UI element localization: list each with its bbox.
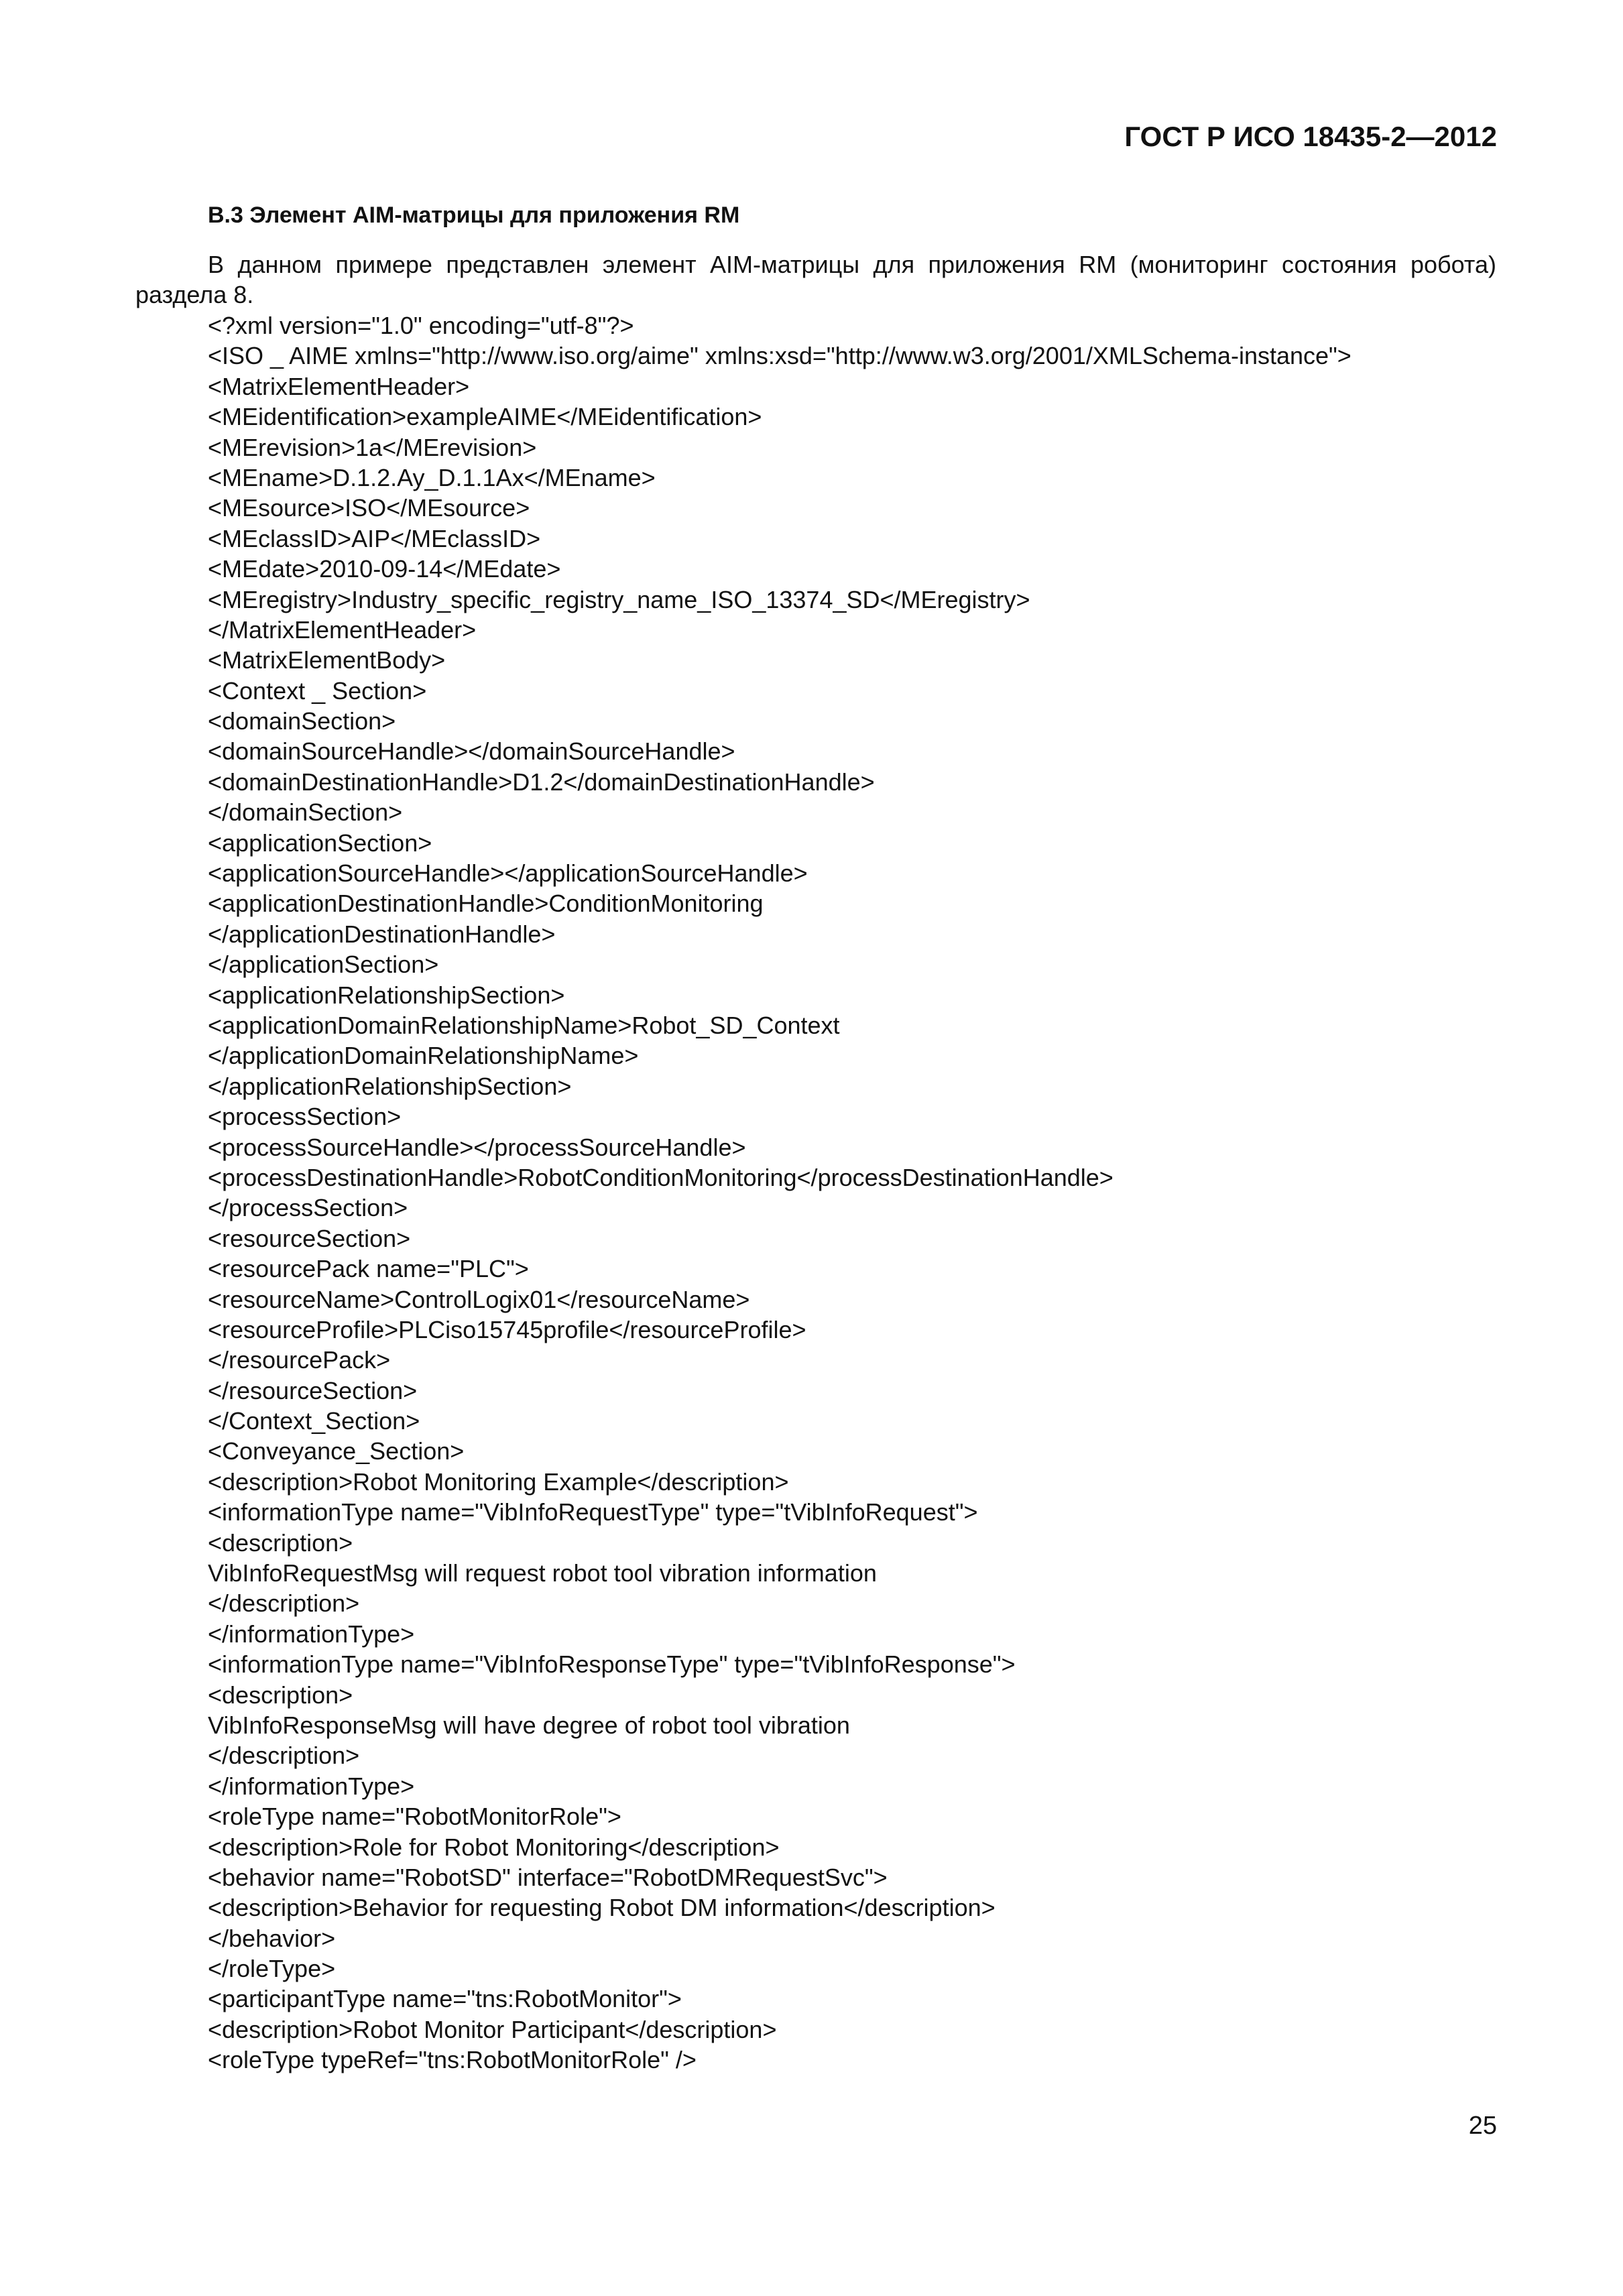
code-line: <resourcePack name="PLC"> xyxy=(208,1255,529,1283)
code-line: <applicationRelationshipSection> xyxy=(208,981,565,1009)
code-line: <MEclassID>AIP</MEclassID> xyxy=(208,524,541,552)
code-line: </roleType> xyxy=(208,1955,336,1983)
code-line: <applicationSection> xyxy=(208,829,432,857)
code-line: </applicationDestinationHandle> xyxy=(208,920,556,948)
code-line: VibInfoRequestMsg will request robot tool vibration information xyxy=(208,1559,877,1587)
intro-paragraph: В данном примере представлен элемент AIM-матрицы для приложения RM (мониторинг состояния робота) раздела 8. xyxy=(135,251,1496,308)
code-line: <resourceProfile>PLCiso15745profile</resourceProfile> xyxy=(208,1315,806,1343)
code-line: <description>Behavior for requesting Robot DM information</description> xyxy=(208,1894,996,1922)
code-line: <domainSourceHandle></domainSourceHandle> xyxy=(208,737,735,766)
code-line: <domainSection> xyxy=(208,707,396,735)
document-header-id: ГОСТ Р ИСО 18435-2—2012 xyxy=(1124,121,1497,152)
code-line: </Context_Section> xyxy=(208,1407,420,1435)
code-line: <resourceSection> xyxy=(208,1224,411,1252)
xml-code-listing xyxy=(208,310,1351,2075)
section-heading: В.3 Элемент AIM-матрицы для приложения RM xyxy=(208,202,740,228)
code-line: </informationType> xyxy=(208,1620,415,1648)
code-line: <MEidentification>exampleAIME</MEidentification> xyxy=(208,403,762,431)
code-line: </informationType> xyxy=(208,1772,415,1800)
code-line: <MErevision>1a</MErevision> xyxy=(208,433,537,461)
code-line: <processDestinationHandle>RobotConditionMonitoring</processDestinationHandle> xyxy=(208,1163,1114,1191)
code-line: <Context _ Section> xyxy=(208,676,427,705)
code-line: <resourceName>ControlLogix01</resourceName> xyxy=(208,1285,750,1313)
code-line: <domainDestinationHandle>D1.2</domainDestinationHandle> xyxy=(208,768,875,796)
code-line: <MEsource>ISO</MEsource> xyxy=(208,494,530,522)
code-line: <MEdate>2010-09-14</MEdate> xyxy=(208,555,561,583)
code-line: <description>Role for Robot Monitoring</description> xyxy=(208,1833,780,1861)
code-line: <description> xyxy=(208,1681,353,1709)
code-line: <MEname>D.1.2.Ay_D.1.1Ax</MEname> xyxy=(208,463,656,491)
code-line: <MatrixElementHeader> xyxy=(208,372,470,400)
code-line: <applicationDestinationHandle>ConditionMonitoring xyxy=(208,890,764,918)
code-line: <MatrixElementBody> xyxy=(208,646,446,674)
code-line: </resourcePack> xyxy=(208,1346,391,1374)
code-line: </behavior> xyxy=(208,1924,336,1952)
code-line: <roleType name="RobotMonitorRole"> xyxy=(208,1803,621,1831)
code-line: <processSourceHandle></processSourceHandle> xyxy=(208,1133,746,1161)
code-line: <MEregistry>Industry_specific_registry_name_ISO_13374_SD</MEregistry> xyxy=(208,585,1030,613)
code-line: <informationType name="VibInfoResponseType" type="tVibInfoResponse"> xyxy=(208,1650,1016,1679)
code-line: VibInfoResponseMsg will have degree of robot tool vibration xyxy=(208,1711,850,1739)
code-line: </applicationRelationshipSection> xyxy=(208,1072,572,1100)
page-number: 25 xyxy=(1468,2112,1497,2140)
code-line: </description> xyxy=(208,1589,360,1618)
code-line: </applicationDomainRelationshipName> xyxy=(208,1042,639,1070)
code-line: </MatrixElementHeader> xyxy=(208,615,477,644)
code-line: </processSection> xyxy=(208,1194,408,1222)
code-line: <informationType name="VibInfoRequestType" type="tVibInfoRequest"> xyxy=(208,1498,978,1526)
code-line: <roleType typeRef="tns:RobotMonitorRole" /> xyxy=(208,2046,697,2074)
code-line: <ISO _ AIME xmlns="http://www.iso.org/aime" xmlns:xsd="http://www.w3.org/2001/XMLSchema-instance"> xyxy=(208,342,1351,370)
code-line: <applicationSourceHandle></applicationSourceHandle> xyxy=(208,859,808,888)
code-line: <description>Robot Monitoring Example</description> xyxy=(208,1467,789,1496)
code-line: <?xml version="1.0" encoding="utf-8"?> xyxy=(208,312,634,339)
code-line: </resourceSection> xyxy=(208,1376,418,1404)
code-line: <participantType name="tns:RobotMonitor"> xyxy=(208,1985,682,2013)
code-line: <behavior name="RobotSD" interface="RobotDMRequestSvc"> xyxy=(208,1863,888,1891)
code-line: </applicationSection> xyxy=(208,951,439,979)
code-line: <description>Robot Monitor Participant</description> xyxy=(208,2015,777,2043)
code-line: </domainSection> xyxy=(208,798,403,827)
code-line: <processSection> xyxy=(208,1103,402,1131)
code-line: <Conveyance_Section> xyxy=(208,1437,465,1465)
code-line: <applicationDomainRelationshipName>Robot_SD_Context xyxy=(208,1011,840,1039)
code-line: <description> xyxy=(208,1528,353,1557)
code-line: </description> xyxy=(208,1742,360,1770)
